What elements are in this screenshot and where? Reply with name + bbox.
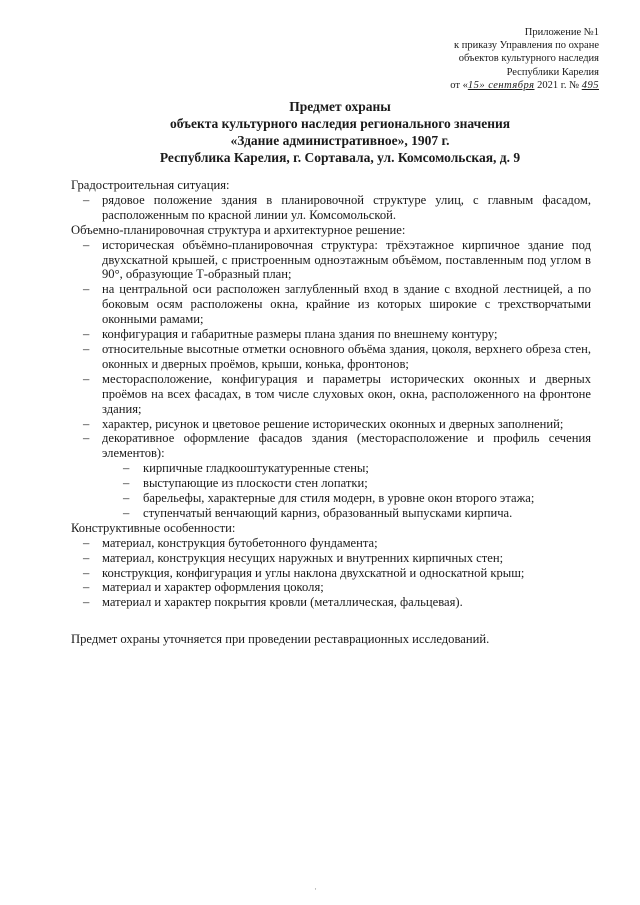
sub-list-item <box>71 476 591 491</box>
sub-list-item-text: барельефы, характерные для стиля модерн, в уровне окон второго этажа; <box>143 491 535 506</box>
list-item-text: декоративное оформление фасадов здания (месторасположение и профиль сечения элементов): <box>102 431 591 461</box>
list-item-text: конфигурация и габаритные размеры плана здания по внешнему контуру; <box>102 327 498 342</box>
appendix-line: объектов культурного наследия <box>458 53 599 65</box>
list-item-text: характер, рисунок и цветовое решение исторических оконных и дверных заполнений; <box>102 416 564 431</box>
title-line: объекта культурного наследия регионального значения <box>169 116 511 131</box>
dash-marker: – <box>123 505 130 520</box>
handwritten-number: 495 <box>581 79 599 91</box>
dash-marker: – <box>83 565 90 580</box>
title-line: «Здание административное», 1907 г. <box>230 133 450 148</box>
date-suffix: 2021 г. № <box>534 79 582 91</box>
list-item-text: рядовое положение здания в планировочной структуре улиц, с главным фасадом, расположенным по красной линии ул. Комсомольской. <box>102 192 591 222</box>
list-item <box>71 566 591 581</box>
dash-marker: – <box>83 237 90 252</box>
appendix-header <box>450 26 599 92</box>
list-item-text: относительные высотные отметки основного объёма здания, цоколя, верхнего обреза стен, оконных и дверных проёмов, крыши, конька, фронтонов; <box>102 341 591 371</box>
dash-marker: – <box>83 192 90 207</box>
dash-marker: – <box>83 580 90 595</box>
list-item <box>71 595 591 610</box>
list-item <box>71 193 591 223</box>
dash-marker: – <box>123 476 130 491</box>
list-item-text: материал, конструкция несущих наружных и внутренних кирпичных стен; <box>102 550 504 565</box>
list-item <box>71 536 591 551</box>
appendix-line: Приложение №1 <box>524 27 599 38</box>
handwritten-date: 15» сентября <box>467 79 535 91</box>
dash-marker: – <box>83 371 90 386</box>
list-item-text: историческая объёмно-планировочная структура: трёхэтажное кирпичное здание под двухскатной крышей, с пристроенным одноэтажным объёмом, поставленным под углом в 90°, образующие Т-образный план; <box>102 237 591 282</box>
sub-list-item-text: ступенчатый венчающий карниз, образованный выпусками кирпича. <box>143 505 513 520</box>
list-item-text: материал, конструкция бутобетонного фундамента; <box>102 535 378 550</box>
list-item <box>71 417 591 432</box>
document-title <box>60 98 620 166</box>
dash-marker: – <box>83 327 90 342</box>
section-heading-urban: Градостроительная ситуация: <box>71 178 230 192</box>
appendix-line: к приказу Управления по охране <box>454 40 599 52</box>
list-item <box>71 431 591 461</box>
section-heading-structural: Конструктивные особенности: <box>71 520 236 535</box>
dash-marker: – <box>83 431 90 446</box>
dash-marker: – <box>83 341 90 356</box>
appendix-date-line <box>450 79 599 92</box>
list-item-text: месторасположение, конфигурация и параметры исторических оконных и дверных проёмов на всех фасадах, в том числе слуховых окон, окна, расположенного на фронтоне здания; <box>102 371 591 416</box>
page-mark: · <box>314 884 317 894</box>
list-item <box>71 327 591 342</box>
dash-marker: – <box>83 416 90 431</box>
list-item <box>71 372 591 417</box>
section-heading-volume: Объемно-планировочная структура и архитектурное решение: <box>71 222 406 237</box>
footnote: Предмет охраны уточняется при проведении реставрационных исследований. <box>71 632 490 647</box>
list-item <box>71 282 591 327</box>
dash-marker: – <box>83 535 90 550</box>
list-item-text: материал и характер покрытия кровли (металлическая, фальцевая). <box>102 595 463 610</box>
list-item <box>71 342 591 372</box>
list-item <box>71 238 591 283</box>
title-line: Республика Карелия, г. Сортавала, ул. Комсомольская, д. 9 <box>159 150 521 165</box>
list-item <box>71 580 591 595</box>
sub-list-item-text: выступающие из плоскости стен лопатки; <box>143 476 368 491</box>
list-item-text: конструкция, конфигурация и углы наклона двухскатной и односкатной крыш; <box>102 565 525 580</box>
list-item-text: материал и характер оформления цоколя; <box>102 580 324 595</box>
sub-list-item <box>71 506 591 521</box>
dash-marker: – <box>83 595 90 610</box>
sub-list-item <box>71 491 591 506</box>
list-item-text: на центральной оси расположен заглубленный вход в здание с входной лестницей, а по боковым осям расположены окна, крайние из которых широкие с трехстворчатыми оконными рамами; <box>102 282 591 327</box>
dash-marker: – <box>83 550 90 565</box>
dash-marker: – <box>83 282 90 297</box>
list-item <box>71 551 591 566</box>
title-line: Предмет охраны <box>289 99 391 114</box>
document-body <box>71 178 591 647</box>
dash-marker: – <box>123 461 130 476</box>
appendix-line: Республики Карелия <box>506 66 599 78</box>
sub-list-item-text: кирпичные гладкооштукатуренные стены; <box>143 461 369 476</box>
sub-list-item <box>71 461 591 476</box>
date-prefix: от « <box>450 79 468 91</box>
dash-marker: – <box>123 491 130 506</box>
